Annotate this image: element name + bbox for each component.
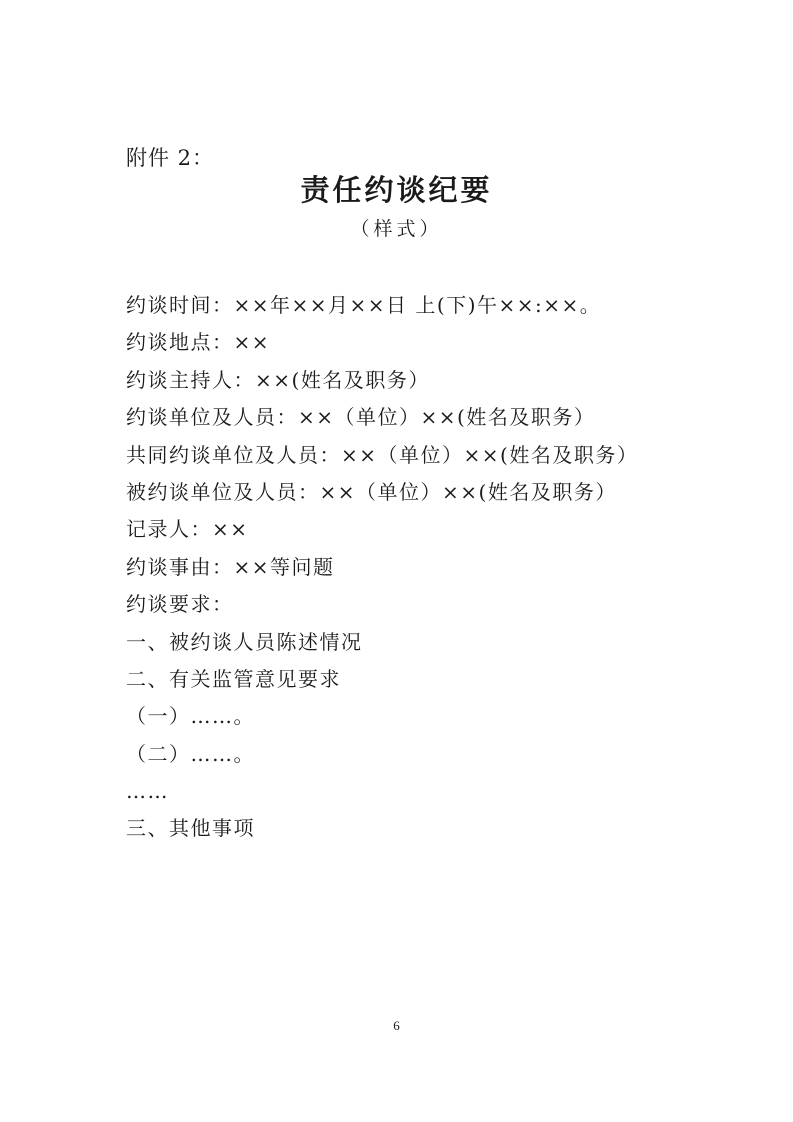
interview-location-line: 约谈地点：×× [126, 330, 271, 355]
ellipsis-line: …… [126, 779, 169, 804]
recorder-line: 记录人：×× [126, 517, 249, 542]
interview-unit-line: 约谈单位及人员：××（单位）××(姓名及职务） [126, 405, 596, 430]
subsection-two-line: （二）……。 [126, 741, 255, 766]
joint-interview-unit-line: 共同约谈单位及人员：××（单位）××(姓名及职务） [126, 442, 639, 467]
interview-requirements-line: 约谈要求： [126, 592, 234, 617]
interview-reason-line: 约谈事由：××等问题 [126, 554, 335, 579]
document-body [126, 287, 686, 848]
page-number: 6 [393, 1018, 400, 1033]
interviewed-unit-line: 被约谈单位及人员：××（单位）××(姓名及职务） [126, 479, 617, 504]
subsection-one-line: （一）……。 [126, 704, 255, 729]
interview-host-line: 约谈主持人：××(姓名及职务） [126, 367, 430, 392]
document-title: 责任约谈纪要 [300, 173, 493, 207]
document-subtitle: （样式） [350, 218, 443, 240]
section-two-line: 二、有关监管意见要求 [126, 666, 341, 691]
section-three-line: 三、其他事项 [126, 816, 255, 841]
attachment-label: 附件 2： [126, 146, 215, 170]
interview-time-line: 约谈时间：××年××月××日 上(下)午××:××。 [126, 293, 602, 317]
section-one-line: 一、被约谈人员陈述情况 [126, 629, 363, 654]
